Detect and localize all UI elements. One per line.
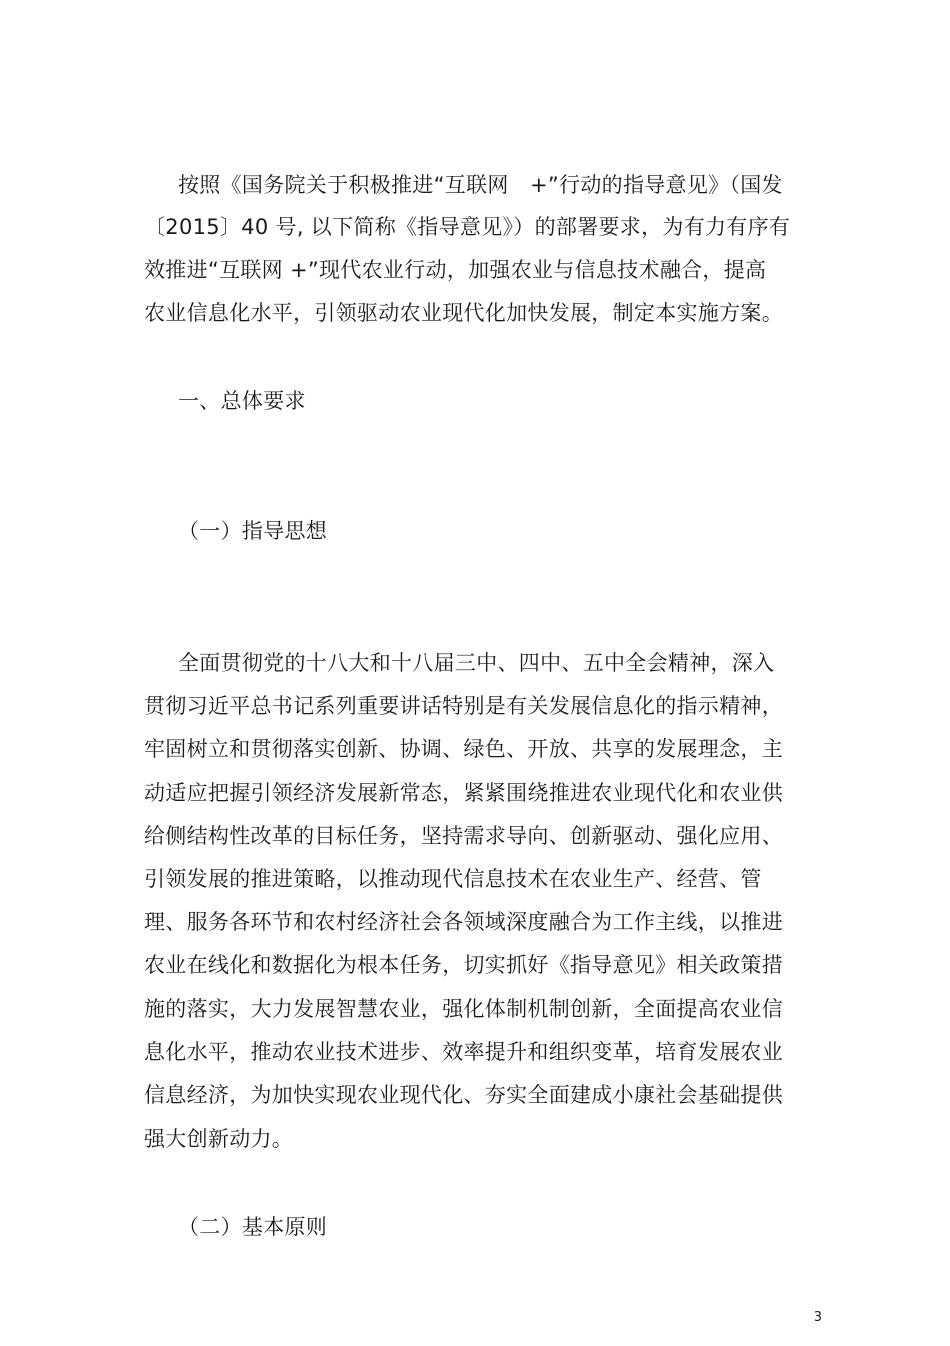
paragraph2-line-5: 给侧结构性改革的目标任务，坚持需求导向、创新驱动、强化应用、 — [144, 824, 783, 848]
paragraph2-line-9: 施的落实，大力发展智慧农业，强化体制机制创新，全面提高农业信 — [144, 997, 783, 1021]
paragraph1-line-3: 效推进“互联网 +”现代农业行动，加强农业与信息技术融合，提高 — [144, 258, 767, 282]
subsection-heading-guiding-ideology: （一）指导思想 — [178, 519, 328, 543]
paragraph2-line-7: 理、服务各环节和农村经济社会各领域深度融合为工作主线，以推进 — [144, 910, 783, 934]
paragraph2-line-8: 农业在线化和数据化为根本任务，切实抓好《指导意见》相关政策措 — [144, 953, 783, 977]
paragraph1-line-1: 按照《国务院关于积极推进“互联网 +”行动的指导意见》（国发 — [178, 173, 783, 197]
paragraph2-line-11: 信息经济，为加快实现农业现代化、夯实全面建成小康社会基础提供 — [144, 1083, 783, 1107]
subsection-heading-basic-principles: （二）基本原则 — [178, 1215, 328, 1239]
paragraph2-line-2: 贯彻习近平总书记系列重要讲话特别是有关发展信息化的指示精神， — [144, 694, 783, 718]
paragraph2-line-10: 息化水平，推动农业技术进步、效率提升和组织变革，培育发展农业 — [144, 1040, 783, 1064]
paragraph2-line-12: 强大创新动力。 — [144, 1127, 294, 1151]
page-number: 3 — [813, 1310, 822, 1325]
section-heading-overall-requirements: 一、总体要求 — [178, 389, 306, 413]
paragraph2-line-6: 引领发展的推进策略，以推动现代信息技术在农业生产、经营、管 — [144, 867, 762, 891]
paragraph2-line-1: 全面贯彻党的十八大和十八届三中、四中、五中全会精神，深入 — [178, 651, 775, 675]
paragraph2-line-3: 牢固树立和贯彻落实创新、协调、绿色、开放、共享的发展理念，主 — [144, 737, 783, 761]
paragraph1-line-2: 〔2015〕40 号, 以下简称《指导意见》）的部署要求，为有力有序有 — [144, 215, 791, 239]
paragraph2-line-4: 动适应把握引领经济发展新常态，紧紧围绕推进农业现代化和农业供 — [144, 781, 783, 805]
paragraph1-line-4: 农业信息化水平，引领驱动农业现代化加快发展，制定本实施方案。 — [144, 301, 783, 325]
